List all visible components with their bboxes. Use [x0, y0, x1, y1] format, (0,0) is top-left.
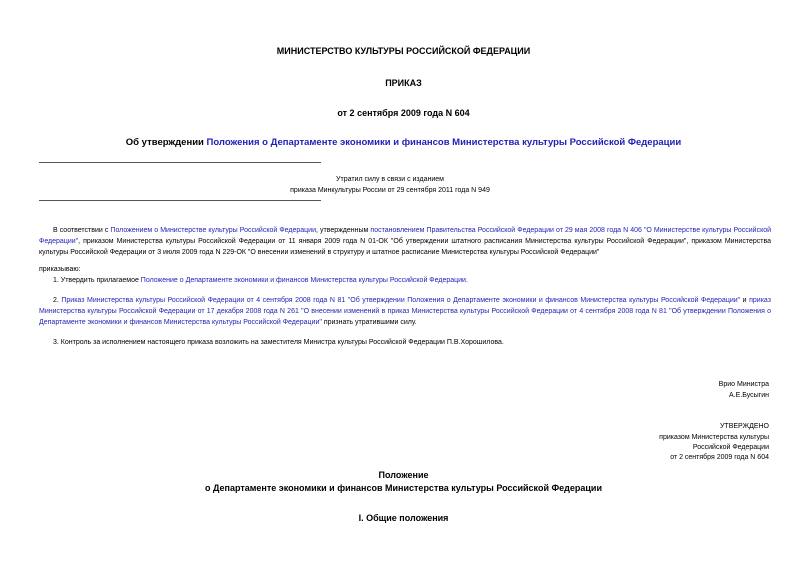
doc-type-heading: ПРИКАЗ [385, 78, 422, 88]
approved-line1: УТВЕРЖДЕНО [719, 423, 769, 430]
approved-line4: от 2 сентября 2009 года N 604 [670, 454, 769, 461]
regulation-subtitle: о Департаменте экономики и финансов Министерства культуры Российской Федерации [205, 483, 602, 493]
item-1-text-1: 1. Утвердить прилагаемое [53, 277, 141, 284]
signature-position: Врио Министра [718, 381, 769, 388]
doc-title-prefix: Об утверждении [125, 137, 207, 148]
item-2-link-order-81[interactable]: Приказ Министерства культуры Российской Федерации от 4 сентября 2008 года N 81 "Об утверждении Положения о Департаменте экономики и финансов Министерства культуры Российской Федерации" [61, 297, 741, 304]
item-2 [39, 295, 771, 328]
approved-line3: Российской Федерации [692, 444, 769, 451]
ministry-heading: МИНИСТЕРСТВО КУЛЬТУРЫ РОССИЙСКОЙ ФЕДЕРАЦИИ [276, 46, 531, 56]
preamble-text-3: , приказом Министерства культуры Российской Федерации от 11 января 2009 года N 01-ОК "Об утверждении штатного расписания Министерства культуры Российской Федерации", приказом Министерства культуры Российской Федерации от 3 июля 2009 года N 229-ОК "О внесении изменений в структуру и штатное расписание Министерства культуры Российской Федерации" [39, 238, 771, 256]
signature-name: А.Е.Бусыгин [729, 392, 769, 399]
item-2-text-1: 2. [53, 297, 62, 304]
preamble-text-1: В соответствии с [53, 227, 111, 234]
preamble-link-government-decree[interactable]: постановлением Правительства Российской Федерации от 29 мая 2008 года N 406 "О Министерстве культуры Российской Федерации" [39, 227, 772, 245]
doc-title [0, 137, 807, 148]
section-heading: I. Общие положения [358, 513, 449, 523]
doc-date-number: от 2 сентября 2009 года N 604 [337, 108, 470, 118]
lost-force-line1: Утратил силу в связи с изданием [336, 176, 444, 183]
lost-force-line2: приказа Минкультуры России от 29 сентября 2011 года N 949 [290, 187, 490, 194]
item-2-text-2: и [740, 297, 750, 304]
preamble-paragraph [39, 225, 771, 258]
item-2-link-order-261[interactable]: приказ Министерства культуры Российской Федерации от 17 декабря 2008 года N 261 "О внесении изменений в приказ Министерства культуры Российской Федерации от 4 сентября 2008 года N 81 "Об утверждении Положения о Департаменте экономики и финансов Министерства культуры Российской Федерации" [39, 297, 771, 326]
item-1-link-regulation[interactable]: Положение о Департаменте экономики и финансов Министерства культуры Российской Федерации [140, 277, 466, 284]
approved-line2: приказом Министерства культуры [659, 434, 769, 441]
item-2-text-3: признать утратившими силу. [321, 319, 417, 326]
regulation-title: Положение [378, 470, 429, 480]
item-3: 3. Контроль за исполнением настоящего приказа возложить на заместителя Министра культуры Российской Федерации П.В.Хорошилова. [53, 339, 504, 346]
separator-top [39, 162, 321, 163]
preamble-link-ministry-regulation[interactable]: Положением о Министерстве культуры Российской Федерации [110, 227, 316, 234]
doc-title-link[interactable]: Положения о Департаменте экономики и финансов Министерства культуры Российской Федерации [206, 137, 682, 148]
item-1 [39, 275, 771, 286]
order-word: приказываю: [39, 266, 81, 273]
preamble-text-2: , утвержденным [316, 227, 371, 234]
separator-bottom [39, 200, 321, 201]
item-1-text-2: . [465, 277, 468, 284]
